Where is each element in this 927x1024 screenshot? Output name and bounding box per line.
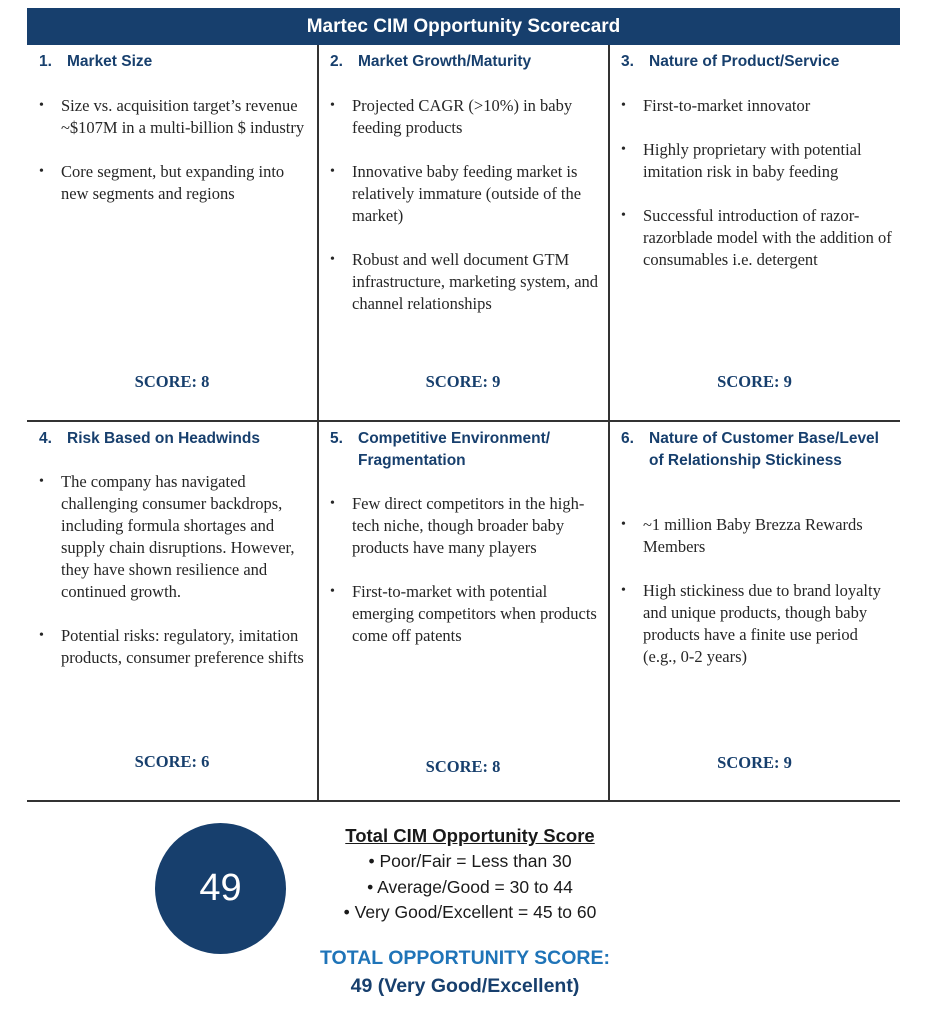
- scorecard-title: Martec CIM Opportunity Scorecard: [306, 15, 621, 37]
- criterion-score: SCORE: 9: [425, 372, 501, 391]
- bullet-item: • Highly proprietary with potential imitation risk in baby feeding: [621, 140, 862, 181]
- bullet-item: • Potential risks: regulatory, imitation products, consumer preference shifts: [39, 626, 304, 667]
- criterion-title: [39, 428, 309, 450]
- criterion-cell-market-size: [27, 45, 317, 420]
- bullet-icon: •: [621, 208, 626, 223]
- bullet-icon: •: [39, 164, 44, 179]
- criterion-number: 3.: [621, 53, 634, 70]
- criterion-number: 4.: [39, 430, 52, 447]
- criterion-score: SCORE: 6: [134, 752, 210, 771]
- bullet-icon: •: [39, 98, 44, 113]
- criterion-cell-competitive-environment: [318, 422, 608, 800]
- bullet-item: • High stickiness due to brand loyalty and unique products, though baby products have a finite use period (e.g., 0-2 years): [621, 581, 881, 666]
- criterion-name: Nature of Customer Base/Level of Relationship Stickiness: [649, 430, 879, 469]
- bullet-icon: •: [330, 584, 335, 599]
- bullet-icon: •: [39, 474, 44, 489]
- criterion-bullets: [330, 95, 600, 337]
- criterion-number: 6.: [621, 430, 634, 447]
- criterion-bullets: [621, 514, 892, 690]
- criterion-bullets: [39, 95, 309, 227]
- bullet-icon: •: [621, 517, 626, 532]
- criterion-number: 2.: [330, 53, 343, 70]
- bullet-item: • The company has navigated challenging consumer backdrops, including formula shortages and supply chain disruptions. However, they have shown resilience and continued growth.: [39, 472, 295, 601]
- criterion-number: 1.: [39, 53, 52, 70]
- total-score-circle: [155, 823, 286, 954]
- bullet-icon: •: [330, 98, 335, 113]
- bullet-item: • Projected CAGR (>10%) in baby feeding products: [330, 96, 573, 137]
- scorecard-grid: [27, 45, 900, 802]
- legend-item: • Very Good/Excellent = 45 to 60: [343, 902, 597, 922]
- legend-title: Total CIM Opportunity Score: [345, 825, 595, 846]
- grid-divider: [27, 800, 900, 802]
- bullet-icon: •: [330, 252, 335, 267]
- bullet-item: • First-to-market innovator: [621, 96, 811, 115]
- criterion-score: SCORE: 8: [425, 757, 501, 776]
- criterion-name: Market Growth/Maturity: [358, 53, 532, 70]
- criterion-bullets: [621, 95, 892, 293]
- criterion-title: [621, 428, 892, 472]
- legend-item: • Poor/Fair = Less than 30: [368, 851, 572, 871]
- criterion-score: SCORE: 9: [717, 753, 792, 772]
- criterion-name: Risk Based on Headwinds: [67, 430, 260, 447]
- bullet-item: • Core segment, but expanding into new segments and regions: [39, 162, 285, 203]
- criterion-cell-market-growth: [318, 45, 608, 420]
- criterion-title: [621, 51, 892, 73]
- bullet-icon: •: [39, 628, 44, 643]
- criterion-name: Market Size: [67, 53, 153, 70]
- total-score-number: 49: [199, 867, 242, 909]
- criterion-title: [330, 51, 600, 73]
- bullet-item: • Robust and well document GTM infrastructure, marketing system, and channel relationships: [330, 250, 599, 313]
- bullet-item: • ~1 million Baby Brezza Rewards Members: [621, 515, 863, 556]
- criterion-title: [39, 51, 309, 73]
- total-opportunity-value: 49 (Very Good/Excellent): [350, 975, 580, 997]
- bullet-icon: •: [621, 98, 626, 113]
- bullet-icon: •: [621, 142, 626, 157]
- criterion-bullets: [330, 493, 600, 669]
- criterion-title: [330, 428, 600, 472]
- bullet-item: • Innovative baby feeding market is relatively immature (outside of the market): [330, 162, 582, 225]
- criterion-cell-product-service: [609, 45, 900, 420]
- total-opportunity-label: TOTAL OPPORTUNITY SCORE:: [320, 947, 610, 969]
- bullet-item: • First-to-market with potential emerging competitors when products come off patents: [330, 582, 597, 645]
- bullet-item: • Size vs. acquisition target’s revenue ~$107M in a multi-billion $ industry: [39, 96, 305, 137]
- bullet-item: • Successful introduction of razor-razorblade model with the addition of consumables i.e. detergent: [621, 206, 892, 269]
- score-legend: [305, 823, 635, 926]
- scorecard-header: [27, 8, 900, 45]
- criterion-score: SCORE: 9: [717, 372, 792, 391]
- criterion-cell-risk-headwinds: [27, 422, 317, 800]
- bullet-icon: •: [330, 496, 335, 511]
- bullet-icon: •: [330, 164, 335, 179]
- criterion-bullets: [39, 471, 309, 691]
- criterion-name: Competitive Environment/ Fragmentation: [358, 430, 551, 469]
- criterion-name: Nature of Product/Service: [649, 53, 840, 70]
- criterion-score: SCORE: 8: [134, 372, 210, 391]
- bullet-icon: •: [621, 583, 626, 598]
- criterion-cell-customer-base: [609, 422, 900, 800]
- legend-item: • Average/Good = 30 to 44: [367, 876, 573, 897]
- bullet-item: • Few direct competitors in the high-tech niche, though broader baby products have many players: [330, 494, 585, 557]
- criterion-number: 5.: [330, 430, 343, 447]
